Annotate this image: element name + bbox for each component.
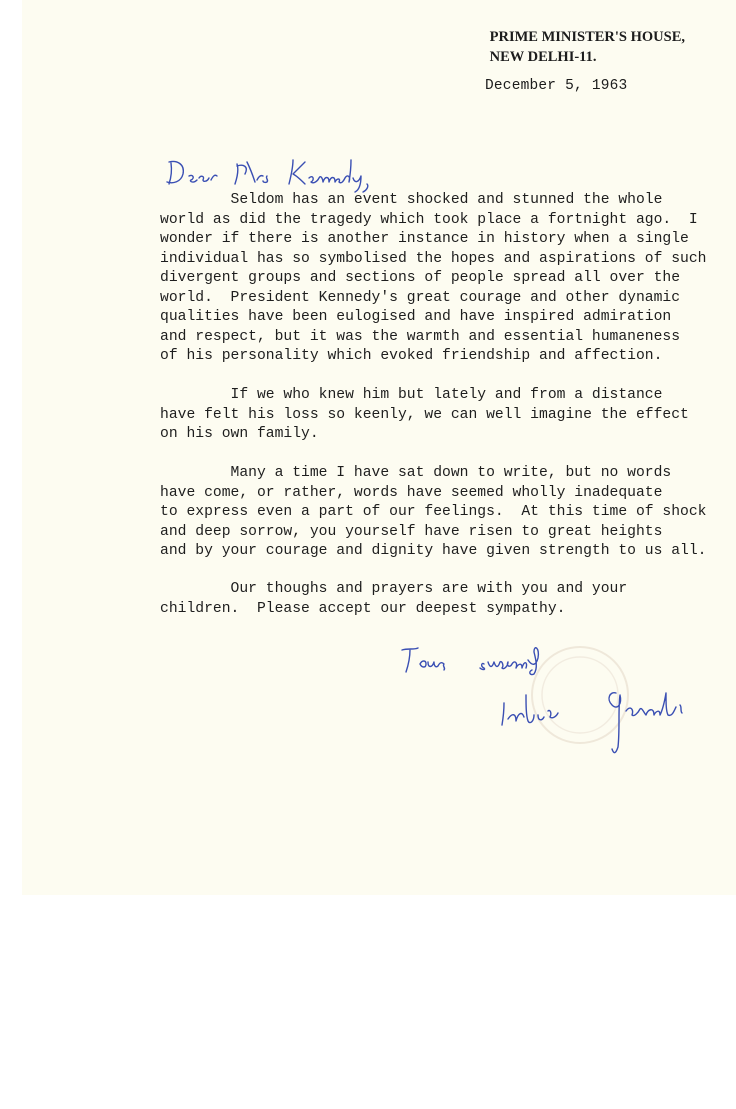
paragraph-3: Many a time I have sat down to write, but no words have come, or rather, words have seemed wholly inadequate to express even a part of our feelings. At this time of shock and deep sorrow, you yourself have risen to great heights and by your courage and dignity have given strength to us all. <box>160 465 707 559</box>
paragraph-1: Seldom has an event shocked and stunned the whole world as did the tragedy which took place a fortnight ago. I wonder if there is another instance in history when a single individual has so symbolised the hopes and aspirations of such divergent groups and sections of people spread all over the world. President Kennedy's great courage and other dynamic qualities have been eulogised and have inspired admiration and respect, but it was the warmth and essential humaneness of his personality which evoked friendship and affection. <box>160 192 707 364</box>
letterhead-line-1: PRIME MINISTER'S HOUSE, <box>489 29 685 45</box>
paragraph-2: If we who knew him but lately and from a distance have felt his loss so keenly, we can well imagine the effect on his own family. <box>160 387 689 442</box>
letter-sheet <box>22 0 736 895</box>
letterhead <box>490 27 685 67</box>
paragraph-4: Our thoughs and prayers are with you and your children. Please accept our deepest sympathy. <box>160 581 628 617</box>
letter-date: December 5, 1963 <box>485 78 628 94</box>
handwritten-closing <box>398 640 578 676</box>
letterhead-line-2: NEW DELHI-11. <box>489 49 597 65</box>
handwritten-signature <box>498 685 713 760</box>
handwritten-salutation <box>163 154 403 194</box>
